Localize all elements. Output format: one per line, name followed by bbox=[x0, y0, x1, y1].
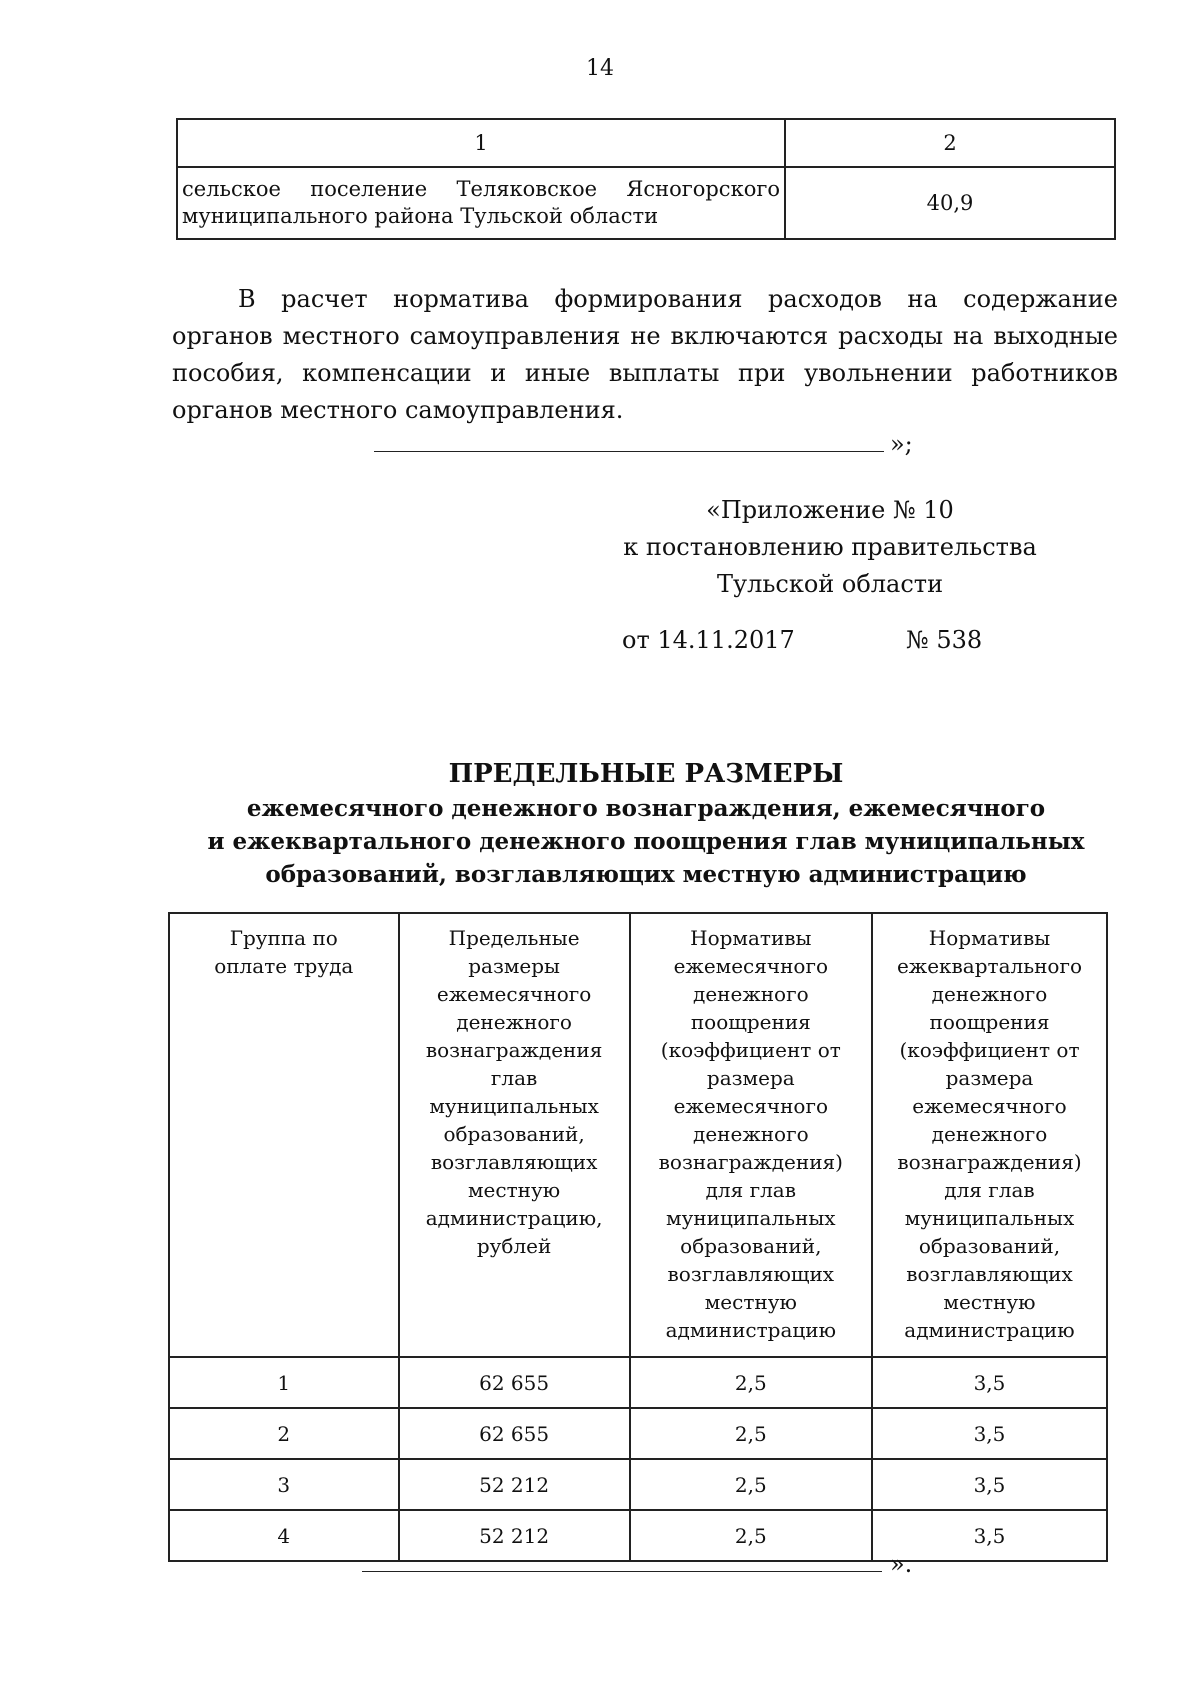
quarterly-bonus-cell: 3,5 bbox=[872, 1510, 1107, 1561]
appendix-line3: Тульской области bbox=[716, 570, 944, 598]
top-table-header-1: 1 bbox=[177, 119, 785, 167]
closing-line-1 bbox=[374, 451, 884, 452]
appendix-block bbox=[560, 492, 1100, 603]
table-row bbox=[169, 1459, 1107, 1510]
quarterly-bonus-cell: 3,5 bbox=[872, 1408, 1107, 1459]
monthly-bonus-cell: 2,5 bbox=[630, 1357, 872, 1408]
table-row bbox=[169, 1510, 1107, 1561]
remuneration-cell: 62 655 bbox=[399, 1357, 630, 1408]
remuneration-cell: 52 212 bbox=[399, 1510, 630, 1561]
main-table-header-monthly-bonus: Нормативы ежемесячного денежного поощрения (коэффициент от размера ежемесячного денежного вознаграждения) для глав муниципальных образований, возглавляющих местную администрацию bbox=[630, 913, 872, 1357]
top-table bbox=[176, 118, 1116, 240]
top-table-name-cell bbox=[177, 167, 785, 239]
table-row bbox=[169, 1408, 1107, 1459]
top-table-row bbox=[177, 167, 1115, 239]
main-table-header-row bbox=[169, 913, 1107, 1357]
main-table-header-group: Группа по оплате труда bbox=[169, 913, 399, 1357]
title-main: ПРЕДЕЛЬНЫЕ РАЗМЕРЫ bbox=[448, 759, 844, 789]
monthly-bonus-cell: 2,5 bbox=[630, 1408, 872, 1459]
top-table-header-row bbox=[177, 119, 1115, 167]
document-title bbox=[176, 756, 1116, 891]
closing-mark-1: »; bbox=[890, 430, 913, 458]
main-table-header-quarterly-bonus: Нормативы ежеквартального денежного поощрения (коэффициент от размера ежемесячного денежного вознаграждения) для глав муниципальных образований, возглавляющих местную администрацию bbox=[872, 913, 1107, 1357]
paragraph-text: В расчет норматива формирования расходов на содержание органов местного самоуправления не включаются расходы на выходные пособия, компенсации и иные выплаты при увольнении работников органов местного самоуправления. bbox=[172, 285, 1118, 424]
remuneration-cell: 52 212 bbox=[399, 1459, 630, 1510]
group-cell: 3 bbox=[169, 1459, 399, 1510]
appendix-number: № 538 bbox=[906, 626, 983, 654]
top-table-name-line1: сельское поселение Теляковское Ясногорского bbox=[182, 177, 780, 201]
monthly-bonus-cell: 2,5 bbox=[630, 1510, 872, 1561]
group-cell: 2 bbox=[169, 1408, 399, 1459]
top-table-header-2: 2 bbox=[785, 119, 1115, 167]
monthly-bonus-cell: 2,5 bbox=[630, 1459, 872, 1510]
title-sub-line2: и ежеквартального денежного поощрения глав муниципальных bbox=[207, 828, 1085, 855]
remuneration-cell: 62 655 bbox=[399, 1408, 630, 1459]
top-table-value-cell: 40,9 bbox=[785, 167, 1115, 239]
appendix-line2: к постановлению правительства bbox=[623, 533, 1037, 561]
quarterly-bonus-cell: 3,5 bbox=[872, 1357, 1107, 1408]
closing-line-2 bbox=[362, 1571, 882, 1572]
main-table bbox=[168, 912, 1108, 1562]
appendix-line1: «Приложение № 10 bbox=[706, 496, 954, 524]
group-cell: 4 bbox=[169, 1510, 399, 1561]
group-cell: 1 bbox=[169, 1357, 399, 1408]
table-row bbox=[169, 1357, 1107, 1408]
closing-mark-2: ». bbox=[890, 1550, 913, 1578]
appendix-date: от 14.11.2017 bbox=[622, 626, 795, 654]
title-sub-line1: ежемесячного денежного вознаграждения, ежемесячного bbox=[246, 795, 1046, 822]
top-table-name-line2: муниципального района Тульской области bbox=[182, 204, 659, 228]
page-number: 14 bbox=[586, 56, 614, 81]
main-table-header-remuneration: Предельные размеры ежемесячного денежного вознаграждения глав муниципальных образований, возглавляющих местную администрацию, рублей bbox=[399, 913, 630, 1357]
title-sub-line3: образований, возглавляющих местную администрацию bbox=[265, 861, 1027, 888]
quarterly-bonus-cell: 3,5 bbox=[872, 1459, 1107, 1510]
